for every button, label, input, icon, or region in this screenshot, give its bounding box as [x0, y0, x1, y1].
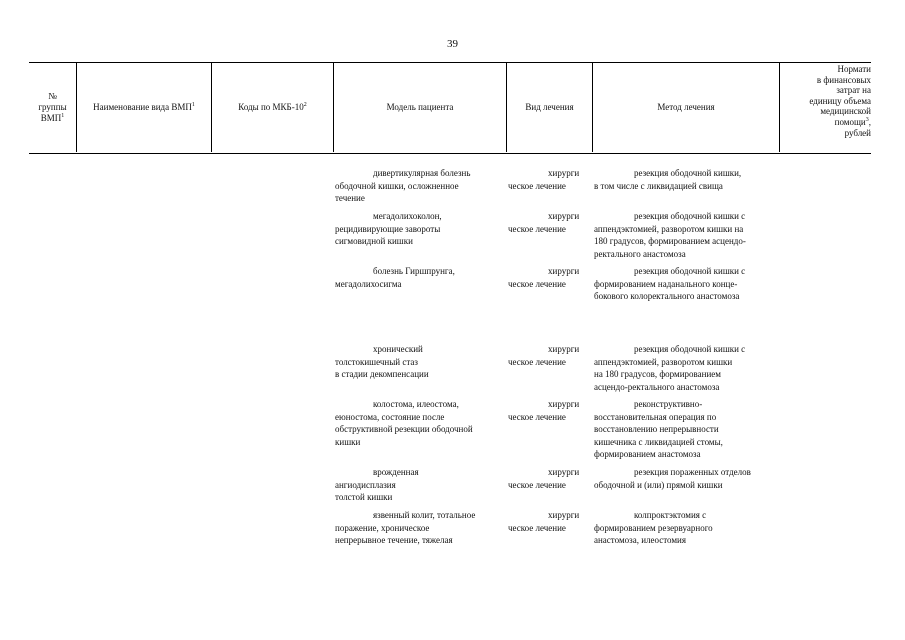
header-group-number: № группы ВМП$^1$ [38, 90, 67, 123]
treatment-method-cell: резекция ободочной кишки с аппендэктомией, разворотом кишки на 180 градусов, формированием асцендо- ректального анастомоза [594, 211, 746, 259]
patient-model-cell: дивертикулярная болезнь ободочной кишки, осложненное течение [335, 168, 471, 203]
header-treatment-type: Вид лечения [525, 101, 574, 112]
treatment-type-cell: хирурги ческое лечение [508, 266, 580, 289]
treatment-method-cell: резекция ободочной кишки с аппендэктомией, разворотом кишки на 180 градусов, формированием асцендо-ректального анастомоза [594, 344, 746, 392]
treatment-type-cell: хирурги ческое лечение [508, 168, 580, 191]
treatment-type-cell: хирурги ческое лечение [508, 467, 580, 490]
patient-model-cell: колостома, илеостома, еюностома, состояние после обструктивной резекции ободочной кишки [335, 399, 473, 447]
patient-model-cell: хронический толстокишечный стаз в стадии декомпенсации [335, 344, 429, 379]
patient-model-cell: болезнь Гиршпрунга, мегадолихосигма [335, 266, 455, 289]
header-patient-model: Модель пациента [386, 101, 454, 112]
treatment-method-cell: резекция пораженных отделов ободочной и (или) прямой кишки [594, 467, 751, 490]
treatment-method-cell: резекция ободочной кишки, в том числе с ликвидацией свища [594, 168, 742, 191]
treatment-method-cell: колпроктэктомия с формированием резервуарного анастомоза, илеостомия [594, 510, 713, 545]
patient-model-cell: язвенный колит, тотальное поражение, хроническое непрерывное течение, тяжелая [335, 510, 476, 545]
page-number: 39 [447, 38, 458, 50]
treatment-method-cell: резекция ободочной кишки с формированием наданального конце- бокового колоректального анастомоза [594, 266, 746, 301]
treatment-type-cell: хирурги ческое лечение [508, 510, 580, 533]
treatment-type-cell: хирурги ческое лечение [508, 211, 580, 234]
treatment-type-cell: хирурги ческое лечение [508, 399, 580, 422]
header-treatment-method: Метод лечения [657, 101, 715, 112]
header-vmp-name: Наименование вида ВМП$^1$ [93, 101, 195, 112]
patient-model-cell: мегадолихоколон, рецидивирующие завороты сигмовидной кишки [335, 211, 442, 246]
header-cost-norm: Нормати в финансовых затрат на единицу объема медицинской помощи$^3$, рублей [809, 64, 871, 138]
patient-model-cell: врожденная ангиодисплазия толстой кишки [335, 467, 419, 502]
header-icd-codes: Коды по МКБ-$10^2$ [238, 101, 307, 112]
treatment-type-cell: хирурги ческое лечение [508, 344, 580, 367]
treatment-method-cell: реконструктивно- восстановительная операция по восстановлению непрерывности кишечника с ликвидацией стомы, формированием анастомоза [594, 399, 723, 459]
